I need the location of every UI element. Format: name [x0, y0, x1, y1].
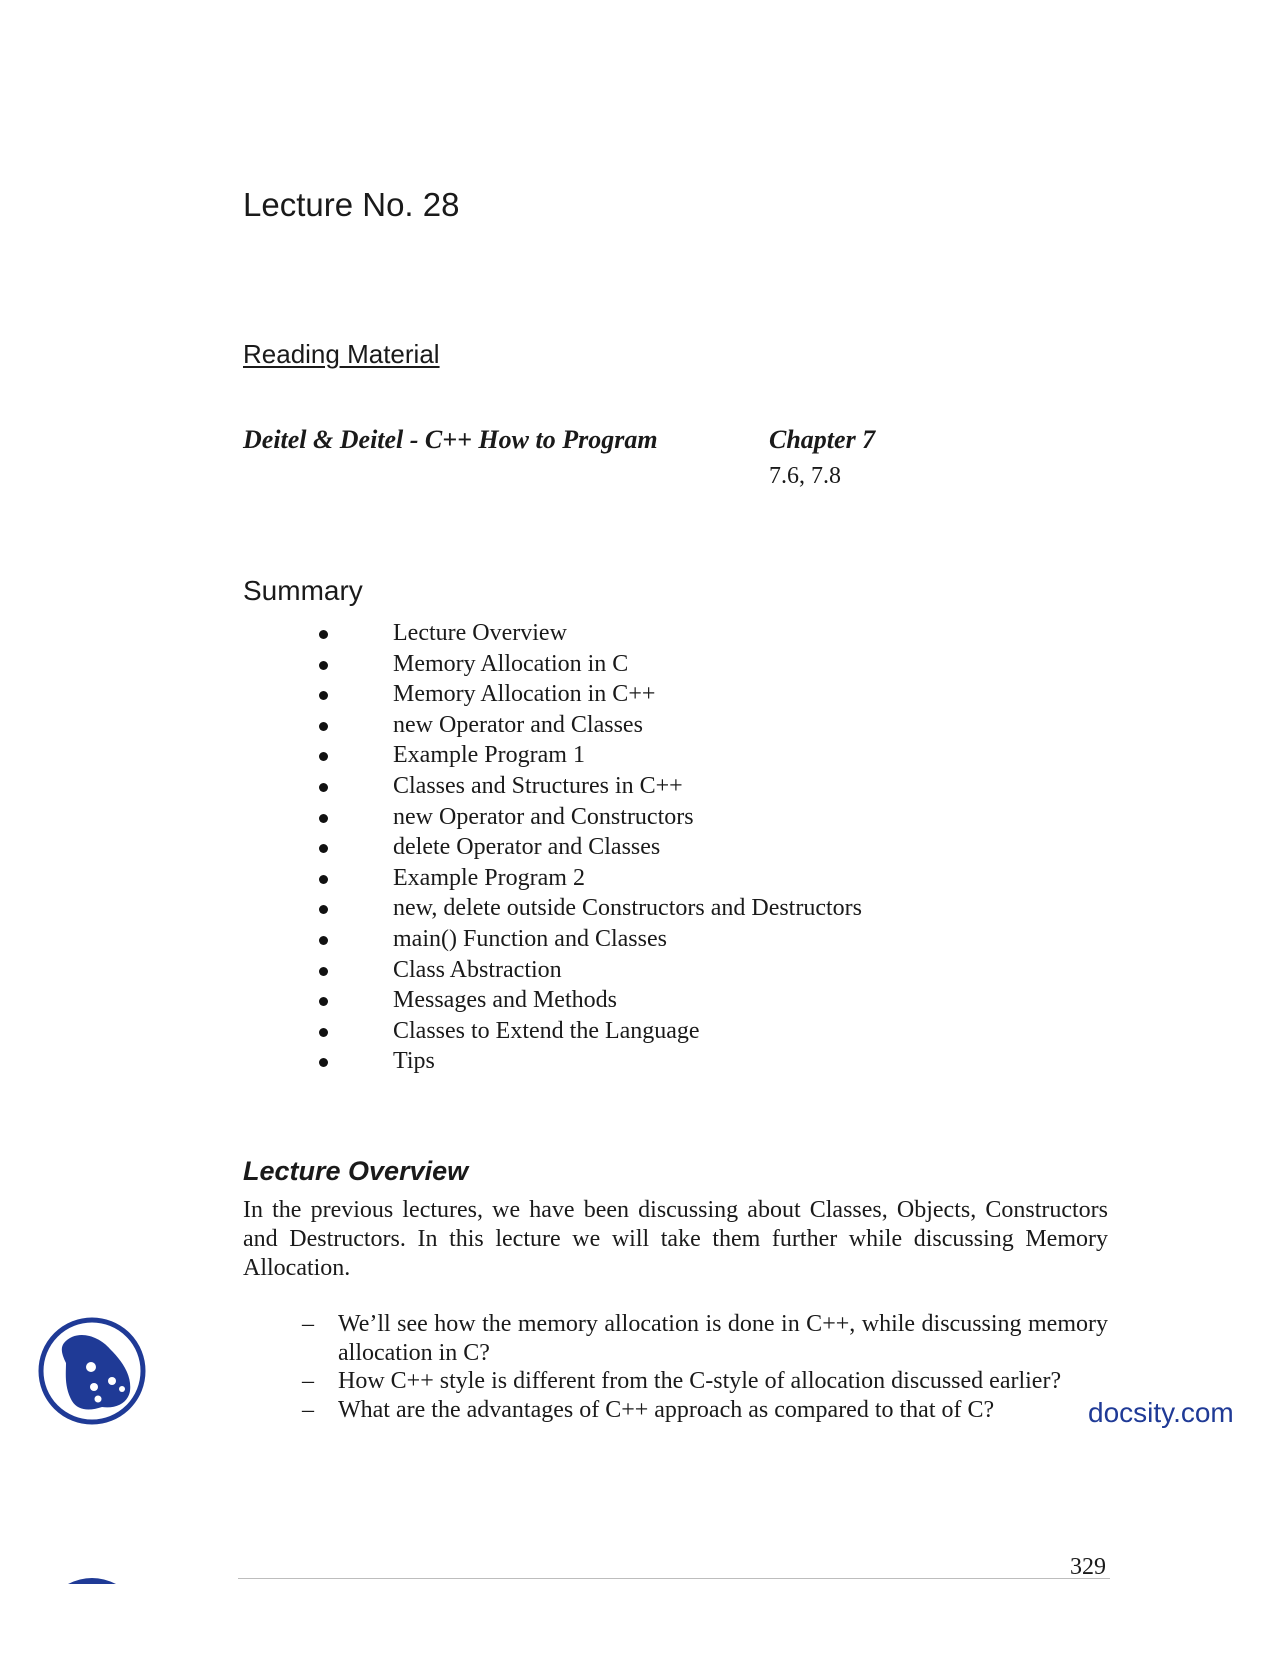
summary-item-label: delete Operator and Classes — [393, 834, 661, 861]
docsity-logo-icon[interactable] — [36, 1315, 148, 1427]
lecture-overview-heading: Lecture Overview — [243, 1156, 469, 1186]
docsity-footer-arc-icon — [66, 1574, 118, 1584]
reading-material-heading: Reading Material — [243, 339, 440, 369]
summary-item-label: Class Abstraction — [393, 956, 562, 983]
bullet-icon — [319, 936, 328, 945]
summary-item-label: main() Function and Classes — [393, 925, 667, 952]
bullet-icon — [319, 814, 328, 823]
chapter-sections: 7.6, 7.8 — [769, 463, 841, 489]
bullet-icon — [319, 1028, 328, 1037]
footer-divider — [238, 1578, 1110, 1579]
bullet-icon — [319, 875, 328, 884]
question-text: What are the advantages of C++ approach as compared to that of C? — [338, 1396, 995, 1423]
bullet-icon — [319, 722, 328, 731]
summary-item-label: Messages and Methods — [393, 987, 617, 1014]
question-text: We’ll see how the memory allocation is done in C++, while discussing memory allocation in C? — [338, 1311, 1108, 1366]
dash-bullet: – — [302, 1396, 314, 1423]
question-list — [0, 1310, 1108, 1424]
summary-item-label: Example Program 1 — [393, 742, 585, 769]
summary-item-label: Memory Allocation in C++ — [393, 681, 656, 708]
bullet-icon — [319, 905, 328, 914]
book-title: Deitel & Deitel - C++ How to Program — [243, 425, 658, 454]
list-item — [0, 1310, 1108, 1367]
docsity-watermark-link[interactable]: docsity.com — [1088, 1397, 1234, 1428]
summary-heading: Summary — [243, 575, 363, 606]
summary-item-label: new Operator and Classes — [393, 711, 643, 738]
bullet-icon — [319, 783, 328, 792]
bullet-icon — [319, 691, 328, 700]
summary-item-label: new, delete outside Constructors and Destructors — [393, 895, 862, 922]
bullet-icon — [319, 997, 328, 1006]
dash-bullet: – — [302, 1311, 314, 1337]
chapter-label: Chapter 7 — [769, 425, 876, 454]
bullet-icon — [319, 661, 328, 670]
bullet-icon — [319, 630, 328, 639]
overview-paragraph: In the previous lectures, we have been discussing about Classes, Objects, Constructors and Destructors. In this lecture we will take them further while discussing Memory Allocation. — [243, 1197, 1108, 1281]
summary-item-label: new Operator and Constructors — [393, 803, 694, 830]
page-number: 329 — [1070, 1554, 1106, 1580]
summary-item-label: Lecture Overview — [393, 620, 567, 646]
list-item — [0, 1396, 1108, 1425]
summary-item-label: Memory Allocation in C — [393, 650, 629, 677]
summary-item-label: Classes and Structures in C++ — [393, 772, 683, 799]
summary-item-label: Tips — [393, 1048, 435, 1075]
question-text: How C++ style is different from the C-style of allocation discussed earlier? — [338, 1368, 1062, 1394]
bullet-icon — [319, 752, 328, 761]
summary-item-label: Classes to Extend the Language — [393, 1017, 700, 1044]
bullet-icon — [319, 844, 328, 853]
page-title: Lecture No. 28 — [243, 186, 460, 223]
bullet-icon — [319, 1058, 328, 1067]
bullet-icon — [319, 967, 328, 976]
list-item — [0, 1367, 1108, 1396]
dash-bullet: – — [302, 1368, 314, 1394]
summary-item-label: Example Program 2 — [393, 864, 585, 891]
